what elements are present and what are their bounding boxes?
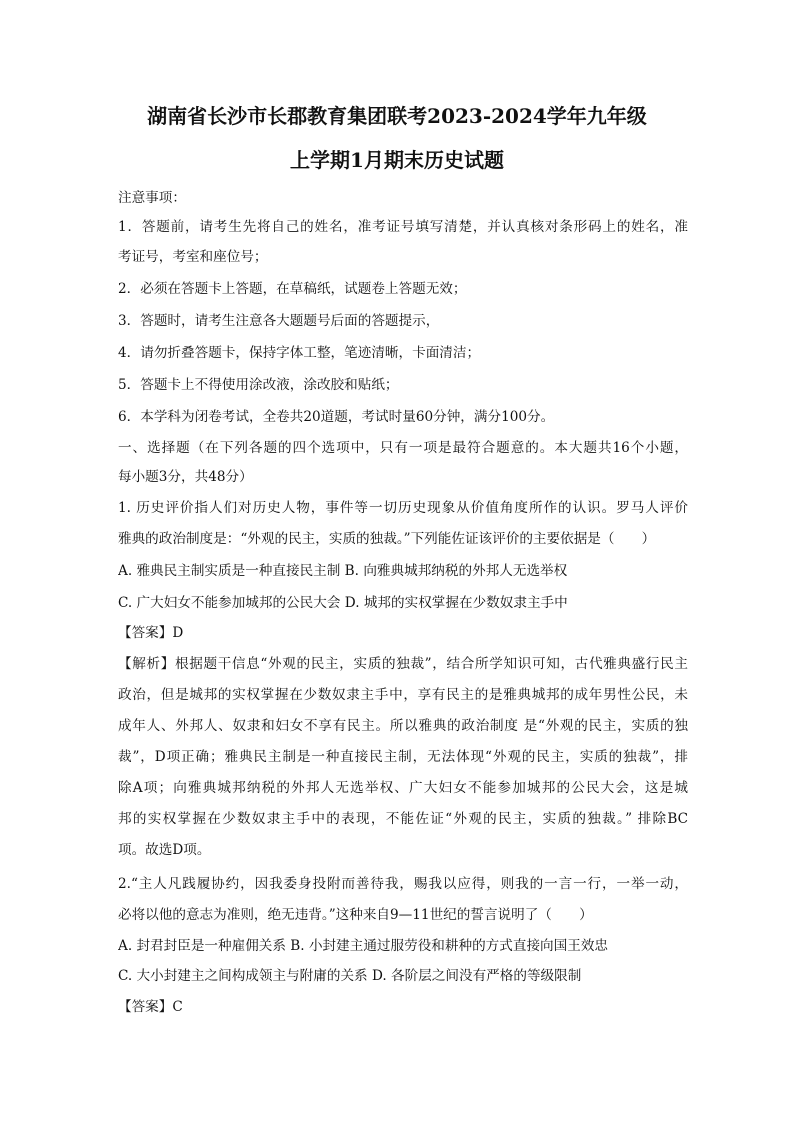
notice-item-6: 6．本学科为闭卷考试，全卷共20道题，考试时量60分钟，满分100分。: [118, 409, 555, 425]
question-1-analysis-line-4: 裁”，D项正确；雅典民主制是一种直接民主制，无法体现“外观的民主，实质的独裁”，排: [118, 749, 688, 765]
question-2-stem-line-2: 必将以他的意志为准则，绝无违背。”这种来自9—11世纪的誓言说明了（ ）: [118, 907, 593, 923]
notice-item-1-line-2: 考证号，考室和座位号；: [118, 249, 268, 265]
question-1-options-line-2: C. 广大妇女不能参加城邦的公民大会 D. 城邦的实权掌握在少数奴隶主手中: [118, 595, 568, 611]
question-1-analysis-line-2: 政治，但是城邦的实权掌握在少数奴隶主手中，享有民主的是雅典城邦的成年男性公民，未: [118, 687, 688, 703]
question-2-stem-line-1: 2.“主人凡践履协约，因我委身投附而善待我，赐我以应得，则我的一言一行，一举一动，: [118, 876, 688, 892]
question-1-answer: 【答案】D: [118, 625, 184, 641]
question-1-analysis-line-3: 成年人、外邦人、奴隶和妇女不享有民主。所以雅典的政治制度 是“外观的民主，实质的独: [118, 718, 688, 734]
document-title-line-2: 上学期1月期末历史试题: [290, 148, 504, 172]
question-1-stem-line-2: 雅典的政治制度是：“外观的民主，实质的独裁。”下列能佐证该评价的主要依据是（ ）: [118, 531, 656, 547]
notice-item-5: 5．答题卡上不得使用涂改液，涂改胶和贴纸；: [118, 377, 399, 393]
notice-item-1-line-1: 1．答题前，请考生先将自己的姓名，准考证号填写清楚，并认真核对条形码上的姓名，准: [118, 219, 688, 235]
section-1-heading-line-1: 一、选择题（在下列各题的四个选项中，只有一项是最符合题意的。本大题共16个小题，: [118, 440, 688, 456]
question-2-options-line-2: C. 大小封建主之间构成领主与附庸的关系 D. 各阶层之间没有严格的等级限制: [118, 968, 582, 984]
notice-heading: 注意事项：: [118, 190, 186, 206]
question-1-analysis-line-6: 邦的实权掌握在少数奴隶主手中的表现，不能佐证“外观的民主，实质的独裁。” 排除BC: [118, 811, 688, 827]
notice-item-2: 2．必须在答题卡上答题，在草稿纸，试题卷上答题无效；: [118, 281, 467, 297]
section-1-heading-line-2: 每小题3分，共48分）: [118, 469, 253, 485]
question-1-analysis-line-5: 除A项；向雅典城邦纳税的外邦人无选举权、广大妇女不能参加城邦的公民大会，这是城: [118, 780, 688, 796]
document-title-line-1: 湖南省长沙市长郡教育集团联考2023-2024学年九年级: [147, 104, 647, 128]
notice-item-4: 4．请勿折叠答题卡，保持字体工整，笔迹清晰，卡面清洁；: [118, 345, 481, 361]
question-1-analysis-line-1: 【解析】根据题干信息“外观的民主，实质的独裁”，结合所学知识可知，古代雅典盛行民主: [118, 656, 688, 672]
question-1-stem-line-1: 1. 历史评价指人们对历史人物，事件等一切历史现象从价值角度所作的认识。罗马人评价: [118, 500, 688, 516]
question-2-answer: 【答案】C: [118, 999, 183, 1015]
question-1-options-line-1: A. 雅典民主制实质是一种直接民主制 B. 向雅典城邦纳税的外邦人无选举权: [118, 563, 568, 579]
question-2-options-line-1: A. 封君封臣是一种雇佣关系 B. 小封建主通过服劳役和耕种的方式直接向国王效忠: [118, 938, 609, 954]
notice-item-3: 3．答题时，请考生注意各大题题号后面的答题提示，: [118, 313, 440, 329]
question-1-analysis-line-7: 项。故选D项。: [118, 842, 211, 858]
